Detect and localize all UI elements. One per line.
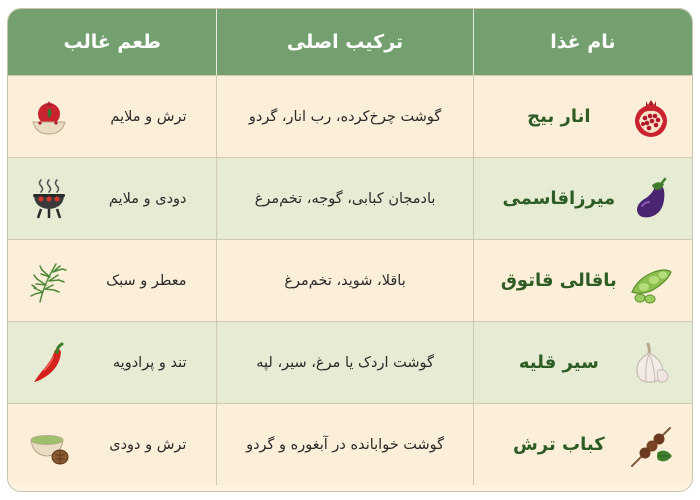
header-dominant-taste: طعم غالب <box>63 31 161 53</box>
taste-cell <box>8 76 216 157</box>
kebab-skewer-icon <box>628 422 674 468</box>
dill-icon <box>26 258 72 304</box>
ingredients-cell: بادمجان کبابی، گوجه، تخم‌مرغ <box>216 158 472 239</box>
dish-table <box>7 8 693 492</box>
ingredients-cell: گوشت خوابانده در آبغوره و گردو <box>216 404 472 485</box>
smoking-grill-icon <box>26 176 72 222</box>
taste-text: دودی و ملایم <box>108 190 187 207</box>
header-dish-name: نام غذا <box>473 9 692 75</box>
ingredients-cell: گوشت اردک یا مرغ، سیر، لپه <box>216 322 472 403</box>
fava-bean-pod-icon <box>628 258 674 304</box>
sauce-bowl-walnut-icon <box>26 422 72 468</box>
dish-name-cell <box>473 240 692 321</box>
taste-text: تند و پرادویه <box>112 354 187 371</box>
dish-name: باقالی قاتوق <box>500 270 617 291</box>
table-row <box>8 75 692 157</box>
dish-name: انار بیج <box>527 106 591 127</box>
ingredients-cell: گوشت چرخ‌کرده، رب انار، گردو <box>216 76 472 157</box>
garlic-icon <box>628 340 674 386</box>
dish-name: کباب ترش <box>512 434 605 455</box>
dish-name-cell <box>473 76 692 157</box>
taste-text: ترش و ملایم <box>110 108 187 125</box>
table-row <box>8 239 692 321</box>
eggplant-icon <box>628 176 674 222</box>
header-main-ingredients: ترکیب اصلی <box>216 9 472 75</box>
table-header <box>8 9 692 75</box>
taste-cell <box>8 322 216 403</box>
taste-text: ترش و دودی <box>109 436 187 453</box>
dish-name-cell <box>473 322 692 403</box>
dish-name: سیر قلیه <box>518 352 599 373</box>
table-row <box>8 157 692 239</box>
taste-cell <box>8 158 216 239</box>
chili-pepper-icon <box>26 340 72 386</box>
pomegranate-icon <box>628 94 674 140</box>
dish-name-cell <box>473 158 692 239</box>
dish-name-cell <box>473 404 692 485</box>
table-row <box>8 403 692 485</box>
dish-name: میرزاقاسمی <box>502 188 616 209</box>
taste-cell <box>8 240 216 321</box>
table-row <box>8 321 692 403</box>
pomegranate-bowl-icon <box>26 94 72 140</box>
taste-text: معطر و سبک <box>106 272 187 289</box>
ingredients-cell: باقلا، شوید، تخم‌مرغ <box>216 240 472 321</box>
taste-cell <box>8 404 216 485</box>
